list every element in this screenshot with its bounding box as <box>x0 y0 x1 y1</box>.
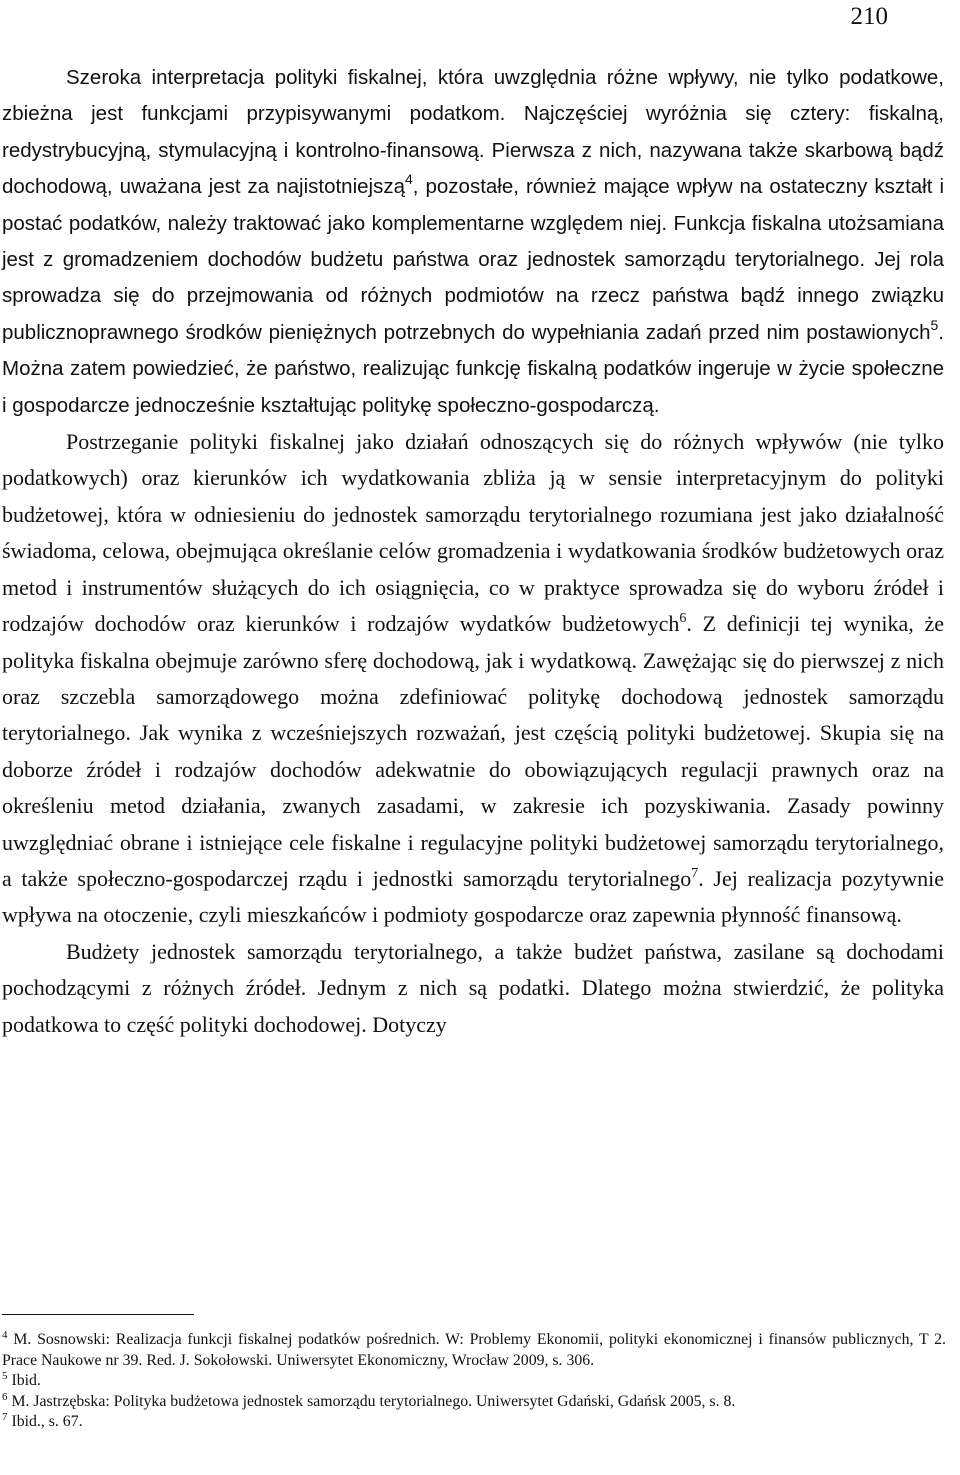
footnote-separator <box>2 1314 194 1315</box>
footnotes <box>2 1330 946 1433</box>
footnote-number: 5 <box>2 1370 8 1383</box>
footnote-number: 7 <box>2 1411 8 1424</box>
paragraph-2-part-1: Postrzeganie polityki fiskalnej jako działań odnoszących się do różnych wpływów (nie tylko podatkowych) oraz kierunków ich wydatkowania zbliża ją w sensie interpretacyjnym do polityki budżetowej, która w odniesieniu do jednostek samorządu terytorialnego rozumiana jest jako działalność świadoma, celowa, obejmująca określanie celów gromadzenia i wydatkowania środków budżetowych oraz metod i instrumentów służących do ich osiągnięcia, co w praktyce sprowadza się do wyboru źródeł i rodzajów dochodów oraz kierunków i rodzajów wydatków budżetowych <box>2 429 944 637</box>
footnote-5 <box>2 1371 946 1392</box>
footnote-7 <box>2 1412 946 1433</box>
footnote-ref-7[interactable]: 7 <box>691 865 699 881</box>
footnote-number: 6 <box>2 1390 8 1403</box>
paragraph-1 <box>2 60 944 424</box>
paragraph-1-part-3: . Można zatem powiedzieć, że państwo, realizując funkcję fiskalną podatków ingeruje w życie społeczne i gospodarcze jednocześnie kształtując politykę społeczno-gospodarczą. <box>2 320 944 417</box>
footnote-text: Ibid., s. 67. <box>7 1413 83 1431</box>
footnote-ref-4[interactable]: 4 <box>404 171 413 188</box>
paragraph-3: Budżety jednostek samorządu terytorialnego, a także budżet państwa, zasilane są dochodami pochodzącymi z różnych źródeł. Jednym z nich są podatki. Dlatego można stwierdzić, że polityka podatkowa to część polityki dochodowej. Dotyczy <box>2 938 944 1037</box>
body-text <box>2 60 944 1043</box>
paragraph-2-part-2: . Z definicji tej wynika, że polityka fiskalna obejmuje zarówno sferę dochodową, jak i wydatkową. Zawężając się do pierwszej z nich oraz szczebla samorządowego można zdefiniować politykę dochodową jednostek samorządu terytorialnego. Jak wynika z wcześniejszych rozważań, jest częścią polityki budżetowej. Skupia się na doborze źródeł i rodzajów dochodów adekwatnie do obowiązujących regulacji prawnych oraz na określeniu metod działania, zwanych zasadami, w zakresie ich pozyskiwania. Zasady powinny uwzględniać obrane i istniejące cele fiskalne i regulacyjne polityki budżetowej samorządu terytorialnego, a także społeczno-gospodarczej rządu i jednostki samorządu terytorialnego <box>2 611 944 891</box>
footnote-text: M. Sosnowski: Realizacja funkcji fiskalnej podatków pośrednich. W: Problemy Ekonomii, polityki ekonomicznej i finansów publicznych, T 2. Prace Naukowe nr 39. Red. J. Sokołowski. Uniwersytet Ekonomiczny, Wrocław 2009, s. 306. <box>2 1331 946 1369</box>
footnote-4 <box>2 1330 946 1371</box>
page-number: 210 <box>850 3 888 30</box>
footnote-number: 4 <box>2 1329 8 1341</box>
paragraph-1-part-2: , pozostałe, również mające wpływ na ostateczny kształt i postać podatków, należy traktować jako komplementarne względem niej. Funkcja fiskalna utożsamiana jest z gromadzeniem dochodów budżetu państwa oraz jednostek samorządu terytorialnego. Jej rola sprowadza się do przejmowania od różnych podmiotów na rzecz państwa bądź innego związku publicznoprawnego środków pieniężnych potrzebnych do wypełniania zadań przed nim postawionych <box>2 175 945 344</box>
footnote-ref-5[interactable]: 5 <box>930 316 939 333</box>
paragraph-1-part-1: Szeroka interpretacja polityki fiskalnej, która uwzględnia różne wpływy, nie tylko podatkowe, zbieżna jest funkcjami przypisywanymi podatkom. Najczęściej wyróżnia się cztery: fiskalną, redystrybucyjną, stymulacyjną i kontrolno-finansową. Pierwsza z nich, nazywana także skarbową bądź dochodową, uważana jest za najistotniejszą <box>2 66 944 199</box>
paragraph-2-part-3: . Jej realizacja pozytywnie wpływa na otoczenie, czyli mieszkańców i podmioty gospodarcze oraz zapewnia płynność finansową. <box>2 865 944 928</box>
footnote-text: M. Jastrzębska: Polityka budżetowa jednostek samorządu terytorialnego. Uniwersytet Gdański, Gdańsk 2005, s. 8. <box>7 1392 736 1410</box>
footnote-text: Ibid. <box>7 1372 41 1390</box>
footnote-ref-6[interactable]: 6 <box>679 611 687 627</box>
footnote-6 <box>2 1392 946 1413</box>
paragraph-2 <box>2 424 944 934</box>
